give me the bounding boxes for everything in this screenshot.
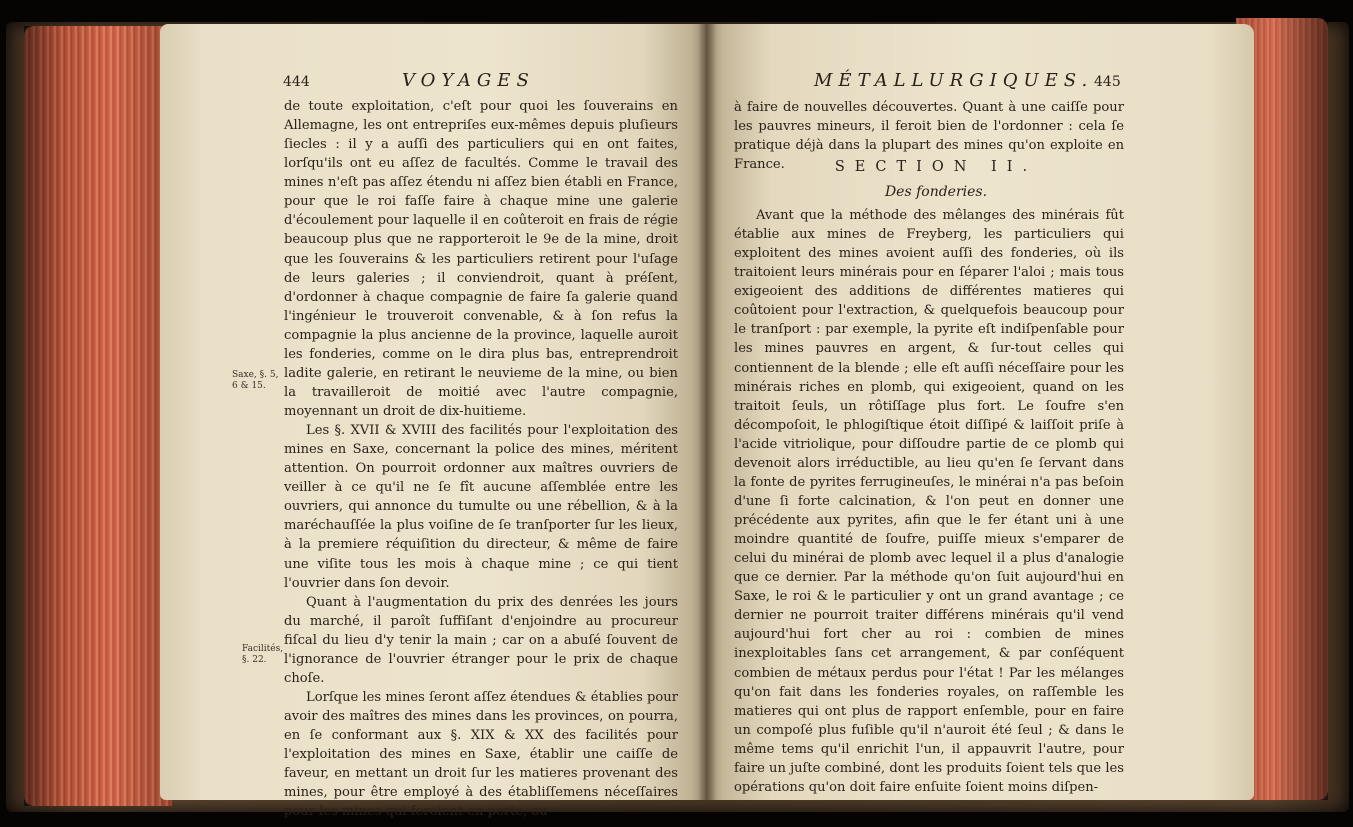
left-page-number: 444: [283, 74, 310, 90]
left-paragraph-1: de toute exploitation, c'eſt pour quoi les ſouverains en Allemagne, les ont entrepriſes eux-mêmes depuis pluſieurs ſiecles : il y a auſſi des particuliers qui en ont faites, lorſqu'ils ont eu aſſez de facultés. Comme le travail des mines n'eſt pas aſſez étendu ni aſſez bien établi en France, pour que le roi faſſe faire à chaque mine une galerie d'écoulement pour laquelle il en coûteroit en frais de régie beaucoup plus que ne rapporteroit le 9e de la mine, droit que les ſouverains & les particuliers retirent pour l'uſage de leurs galeries ; il conviendroit, quant à préſent, d'ordonner à chaque compagnie de faire ſa galerie quand l'ingénieur le trouveroit convenable, & à ſon refus la compagnie la plus ancienne de la province, laquelle auroit les fonderies, comme on le dira plus bas, entreprendroit ladite galerie, en retirant le neuvieme de la mine, ou bien la travailleroit de moitié avec l'autre compagnie, moyennant un droit de dix-huitieme.: [284, 99, 678, 419]
section-title: SECTION II.: [834, 159, 1038, 175]
section-subtitle: Des fonderies.: [884, 184, 988, 200]
left-page-edges: [24, 26, 172, 806]
left-page: [160, 24, 708, 820]
left-paragraph-3: Quant à l'augmentation du prix des denrées les jours du marché, il paroît ſuffiſant d'enjoindre au procureur fiſcal du lieu d'y tenir la main ; car on a abuſé ſouvent de l'ignorance de l'ouvrier étranger pour le prix de chaque choſe.: [284, 594, 678, 686]
left-paragraph-2: Les §. XVII & XVIII des facilités pour l'exploitation des mines en Saxe, concernant la police des mines, méritent attention. On pourroit ordonner aux maîtres ouvriers de veiller à ce qu'il ne ſe fît aucune aſſemblée entre les ouvriers, qui annonce du tumulte ou une rébellion, & à la maréchauſſée la plus voiſine de ſe tranſporter ſur les lieux, à la premiere réquiſition du directeur, & même de faire une viſite tous les mois à chaque mine ; ce qui tient l'ouvrier dans ſon devoir.: [284, 423, 678, 591]
left-running-head: VOYAGES: [402, 70, 535, 91]
right-page: [706, 24, 1254, 800]
left-page-body: [284, 97, 678, 821]
right-running-head: MÉTALLURGIQUES.: [814, 70, 1094, 91]
left-paragraph-4: Lorſque les mines ſeront aſſez étendues & établies pour avoir des maîtres des mines dans les provinces, on pourra, en ſe conformant aux §. XIX & XX des facilités pour l'exploitation des mines en Saxe, établir une caiſſe de faveur, en mettant un droit ſur les matieres provenant des mines, pour être employé à des établiſſemens néceſſaires pour les mines qui feroient en perte, ou: [284, 689, 678, 820]
margin-note-saxe: Saxe, §. 5, 6 & 15.: [232, 370, 279, 391]
right-page-body: [734, 206, 1124, 797]
right-intro-paragraph: à faire de nouvelles découvertes. Quant à une caiſſe pour les pauvres mineurs, il feroit bien de l'ordonner : cela ſe pratique déjà dans la plupart des mines qu'on exploite en France.: [734, 100, 1124, 173]
right-page-number: 445: [1094, 74, 1121, 90]
right-paragraph-1: Avant que la méthode des mêlanges des minérais fût établie aux mines de Freyberg, les particuliers qui exploitent des mines avoient auſſi des fonderies, où ils traitoient leurs minérais pour en ſéparer l'aloi ; mais tous exigeoient des additions de différentes matieres qui coûtoient pour l'extraction, & quelquefois beaucoup pour le tranſport : par exemple, la pyrite eſt indiſpenſable pour les mines pauvres en argent, & ſur-tout celles qui contiennent de la blende ; elle eſt auſſi néceſſaire pour les minérais riches en plomb, qui exigeoient, quand on les traitoit ſeuls, un rôtiſſage plus fort. Le ſoufre s'en décompoſoit, le phlogiſtique étoit diſſipé & laiſſoit priſe à l'acide vitriolique, pour diſſoudre partie de ce plomb qui devenoit alors irréductible, au lieu qu'en ſe ſervant dans la fonte de pyrites ferrugineuſes, le minérai n'a pas beſoin d'une ſi forte calcination, & l'on peut en donner une précédente aux pyrites, afin que le fer étant uni à une moindre quantité de ſoufre, puiſſe mieux s'emparer de celui du minérai de plomb avec lequel il a plus d'analogie que ce dernier. Par la méthode qu'on ſuit aujourd'hui en Saxe, le roi & le particulier y ont un grand avantage ; ce dernier ne pourroit traiter différens minérais qu'il vend aujourd'hui fort cher au roi : combien de mines inexploitables ſans cet arrangement, & par conſéquent combien de métaux perdus pour l'état ! Par les mélanges qu'on fait dans les fonderies royales, on raſſemble les matieres qui ont plus de rapport enſemble, pour en faire un compoſé plus fuſible qu'il n'auroit été ſeul ; & dans le même tems qu'il enrichit l'un, il appauvrit l'autre, pour faire un juſte combiné, dont les produits ſoient tels que les opérations qu'on doit faire enſuite ſoient moins diſpen-: [734, 208, 1124, 795]
margin-note-facilites: Facilités, §. 22.: [242, 644, 284, 665]
book-gutter: [698, 24, 716, 800]
